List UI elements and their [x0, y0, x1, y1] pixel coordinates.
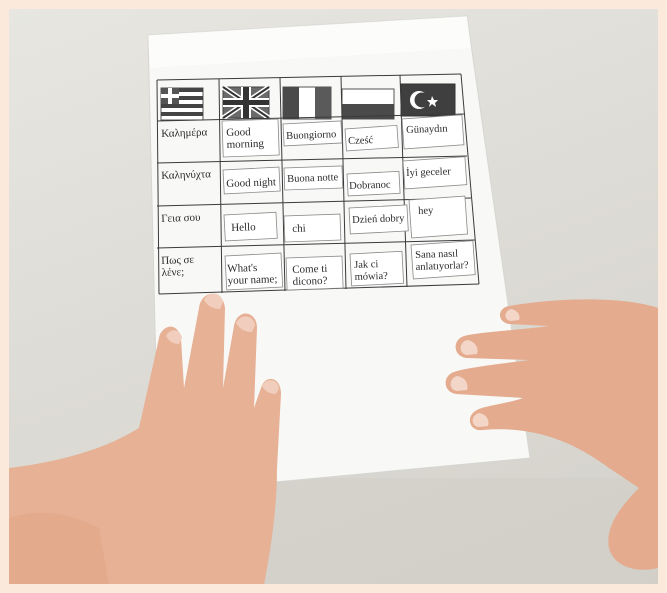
polish-whats-your-name: Jak ci mówia? [354, 259, 389, 283]
scene [9, 8, 658, 585]
photo [9, 8, 658, 585]
polish-good-morning: Cześć [348, 135, 374, 147]
polish-flag-icon [342, 89, 394, 119]
italian-good-morning: Buongiorno [286, 129, 337, 142]
greek-good-morning: Καλημέρα [161, 126, 208, 140]
turkish-flag-icon [401, 84, 455, 116]
greek-hello: Γεια σου [161, 211, 201, 225]
italian-whats-your-name: Come ti dicono? [292, 262, 328, 288]
greek-whats-your-name: Πως σε λένε; [161, 253, 195, 279]
english-hello: Hello [231, 221, 256, 234]
italian-flag-icon [283, 87, 331, 119]
english-good-morning: Good morning [226, 126, 265, 151]
turkish-whats-your-name: Sana nasıl anlatıyorlar? [415, 248, 469, 273]
polish-good-night: Dobranoc [349, 179, 391, 192]
left-hand [9, 293, 281, 585]
polish-hello: Dzień dobry [352, 213, 405, 226]
uk-flag-icon [223, 87, 269, 118]
italian-hello: chi [292, 222, 306, 235]
greek-flag-icon [161, 88, 203, 120]
turkish-hello: hey [418, 205, 434, 217]
turkish-good-morning: Günaydın [406, 123, 448, 136]
turkish-good-night: İyi geceler [406, 166, 451, 179]
greek-good-night: Καληνύχτα [161, 168, 212, 182]
italian-good-night: Buona notte [287, 172, 339, 185]
english-good-night: Good night [226, 176, 277, 190]
english-whats-your-name: What's your name; [227, 261, 278, 287]
